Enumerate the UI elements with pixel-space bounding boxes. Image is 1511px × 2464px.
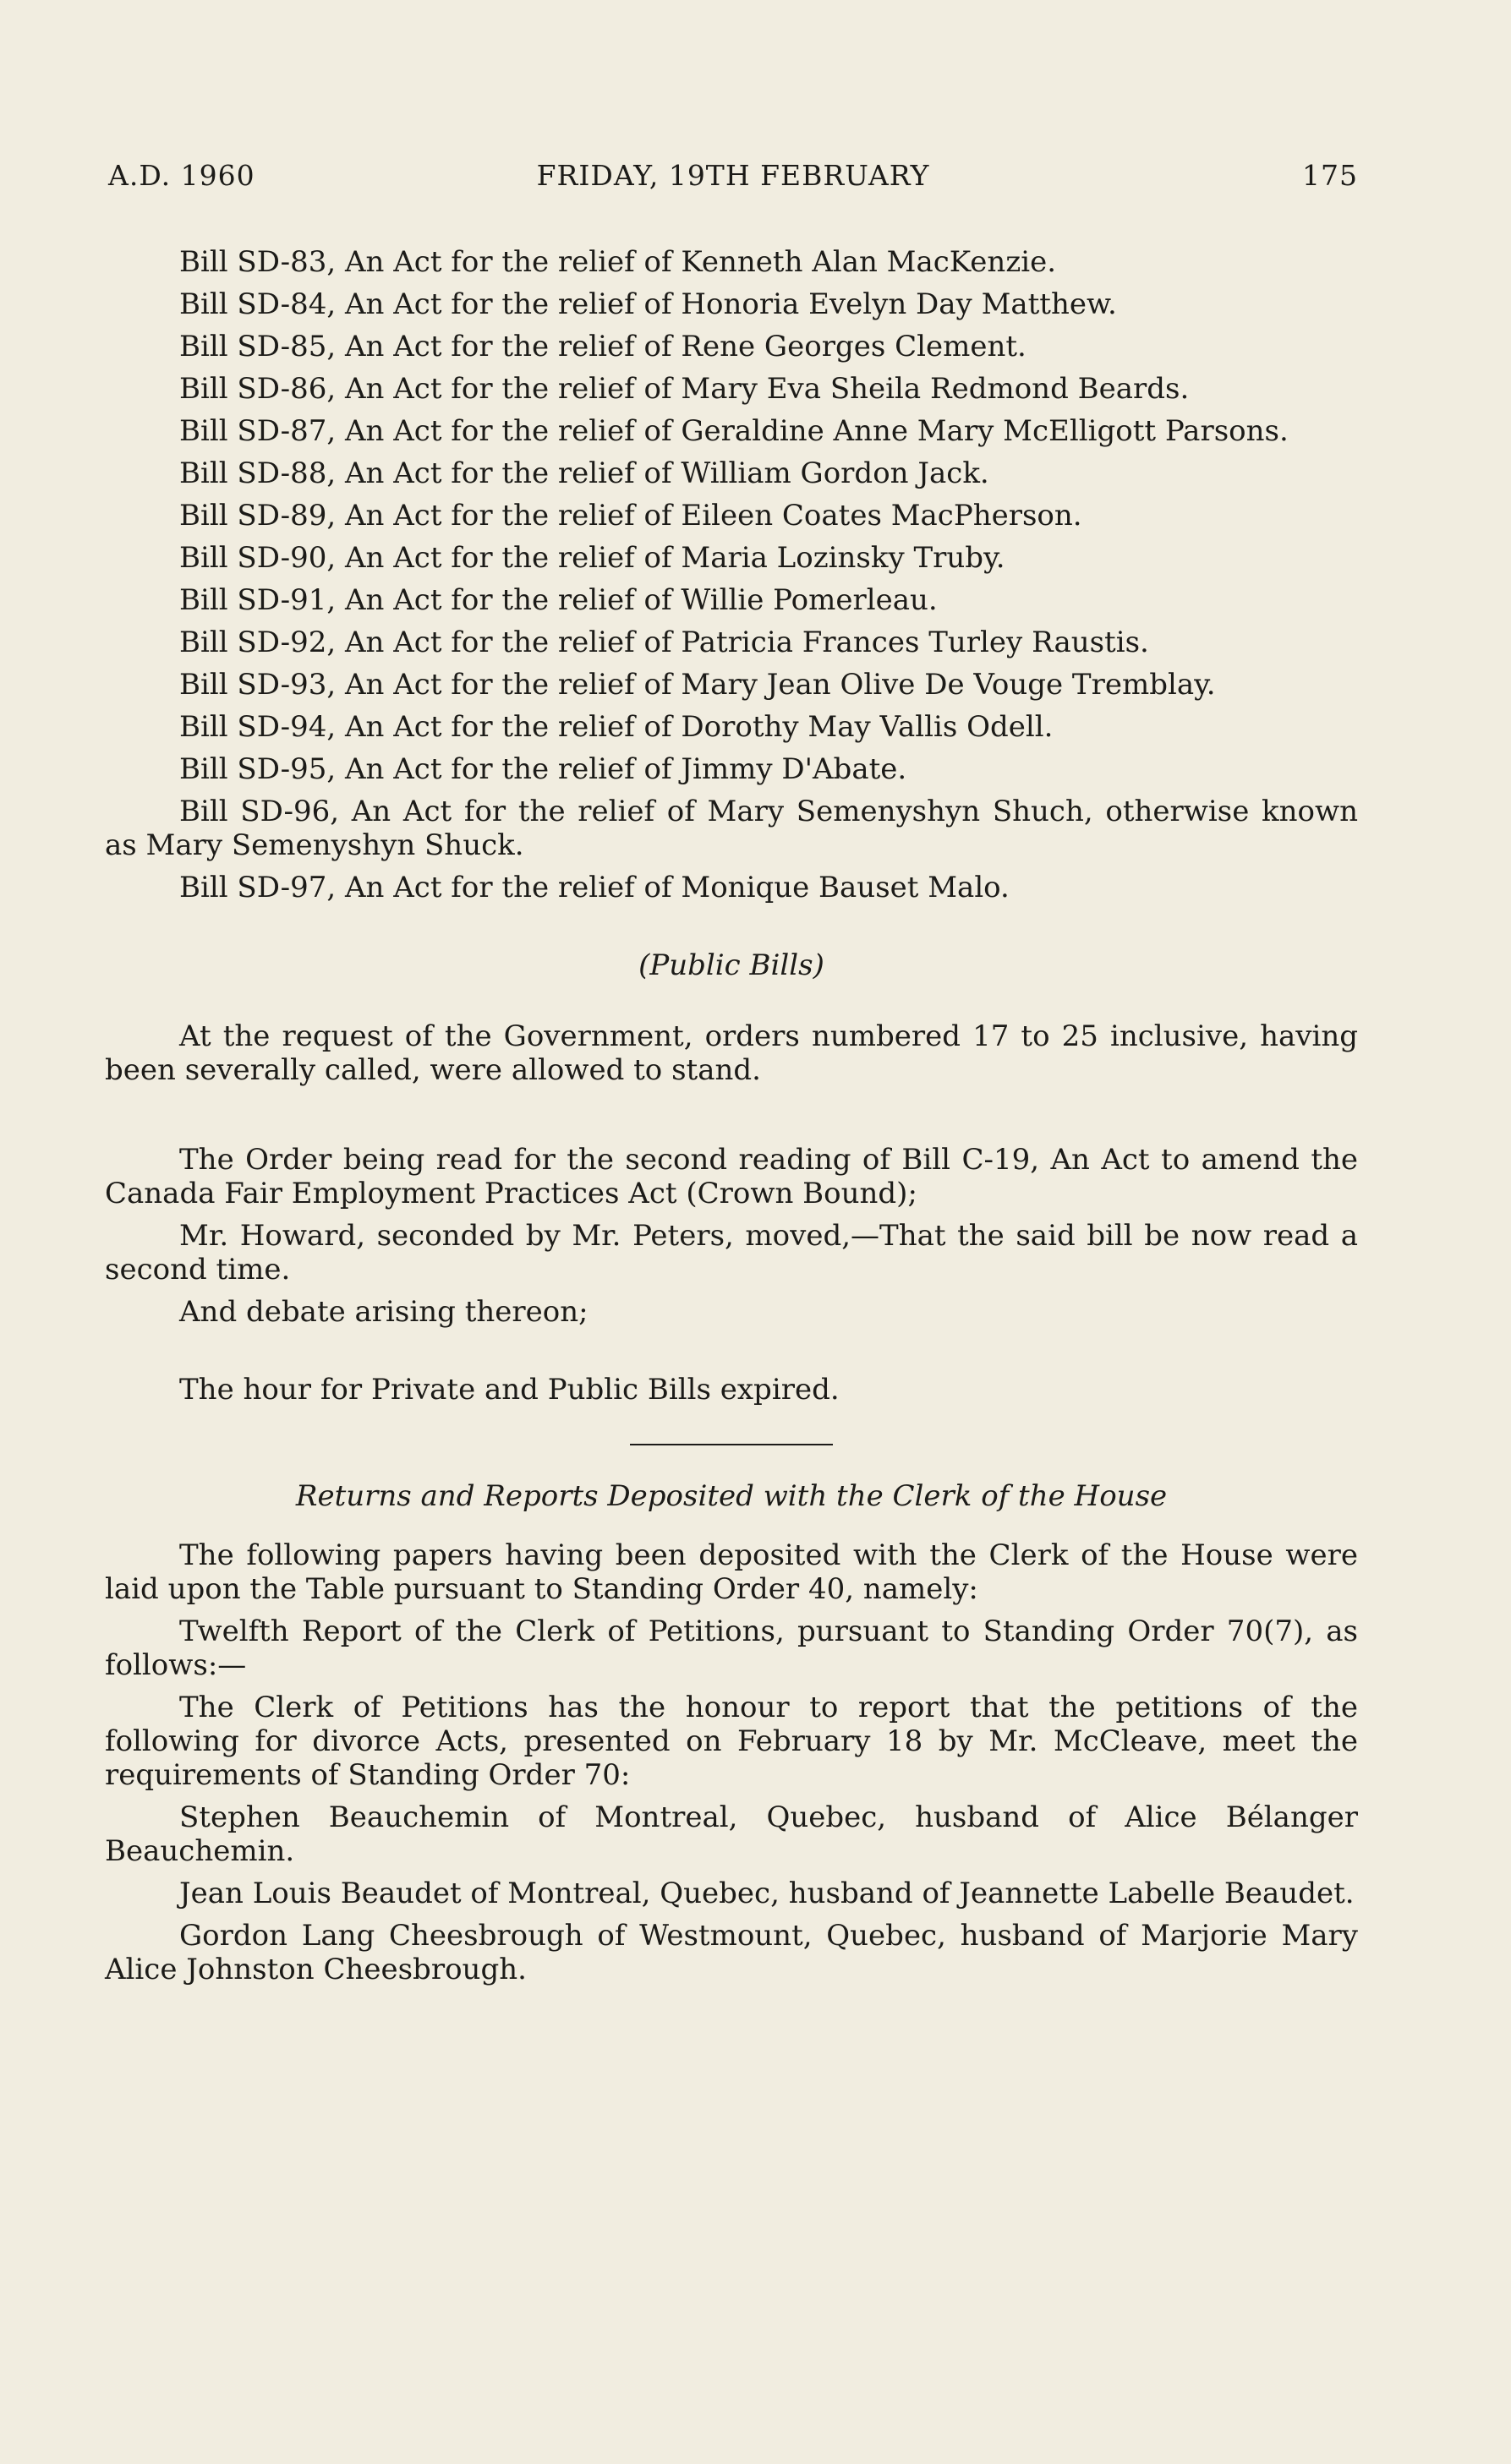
petitioner-item: Stephen Beauchemin of Montreal, Quebec, husband of Alice Bélanger Beauchemin. [105,1800,1358,1868]
page-header [108,159,1358,201]
petitioner-item: Jean Louis Beaudet of Montreal, Quebec, husband of Jeannette Labelle Beaudet. [179,1877,1355,1910]
bill-item: Bill SD-85, An Act for the relief of Rene Georges Clement. [179,330,1026,363]
petitioner-list [105,1800,1358,1986]
page-number: 175 [1302,159,1358,192]
clerk-report-paragraph: The Clerk of Petitions has the honour to report that the petitions of the following for divorce Acts, presented on February 18 by Mr. McCleave, meet the requirements of Standing Order 70: [105,1691,1358,1792]
bill-item: Bill SD-97, An Act for the relief of Monique Bauset Malo. [179,871,1010,904]
petitioner-item: Gordon Lang Cheesbrough of Westmount, Quebec, husband of Marjorie Mary Alice Johnston Cheesbrough. [105,1919,1358,1986]
spacer [105,1337,1358,1373]
twelfth-report-paragraph: Twelfth Report of the Clerk of Petitions, pursuant to Standing Order 70(7), as follows:— [105,1614,1358,1682]
bill-item: Bill SD-87, An Act for the relief of Geraldine Anne Mary McElligott Parsons. [179,414,1289,448]
bill-item: Bill SD-84, An Act for the relief of Honoria Evelyn Day Matthew. [179,287,1117,321]
header-year: A.D. 1960 [108,159,255,192]
bill-item: Bill SD-91, An Act for the relief of Willie Pomerleau. [179,583,938,617]
bill-item: Bill SD-92, An Act for the relief of Patricia Frances Turley Raustis. [179,626,1149,659]
spacer [105,1095,1358,1143]
motion-paragraph: Mr. Howard, seconded by Mr. Peters, moved,—That the said bill be now read a second time. [105,1219,1358,1287]
section-divider [630,1444,833,1445]
bill-item: Bill SD-96, An Act for the relief of Mary Semenyshyn Shuch, otherwise known as Mary Semenyshyn Shuck. [105,795,1358,862]
bill-item: Bill SD-88, An Act for the relief of William Gordon Jack. [179,456,989,490]
bill-list [105,245,1358,904]
bill-item: Bill SD-95, An Act for the relief of Jimmy D'Abate. [179,752,907,786]
orders-stand-paragraph: At the request of the Government, orders numbered 17 to 25 inclusive, having been severally called, were allowed to stand. [105,1019,1358,1087]
page-body [105,245,1358,1995]
bill-item: Bill SD-83, An Act for the relief of Kenneth Alan MacKenzie. [179,245,1057,279]
debate-paragraph: And debate arising thereon; [179,1295,589,1329]
returns-intro-paragraph: The following papers having been deposited with the Clerk of the House were laid upon the Table pursuant to Standing Order 40, namely: [105,1538,1358,1606]
returns-heading: Returns and Reports Deposited with the Clerk of the House [295,1479,1168,1513]
second-reading-paragraph: The Order being read for the second reading of Bill C-19, An Act to amend the Canada Fair Employment Practices Act (Crown Bound); [105,1143,1358,1210]
bill-item: Bill SD-89, An Act for the relief of Eileen Coates MacPherson. [179,499,1082,533]
header-date: FRIDAY, 19TH FEBRUARY [536,159,930,192]
bill-item: Bill SD-86, An Act for the relief of Mary Eva Sheila Redmond Beards. [179,372,1190,406]
expired-paragraph: The hour for Private and Public Bills expired. [179,1373,840,1407]
bill-item: Bill SD-94, An Act for the relief of Dorothy May Vallis Odell. [179,710,1054,744]
bill-item: Bill SD-90, An Act for the relief of Maria Lozinsky Truby. [179,541,1005,575]
public-bills-heading: (Public Bills) [638,948,824,982]
bill-item: Bill SD-93, An Act for the relief of Mary Jean Olive De Vouge Tremblay. [179,668,1216,702]
